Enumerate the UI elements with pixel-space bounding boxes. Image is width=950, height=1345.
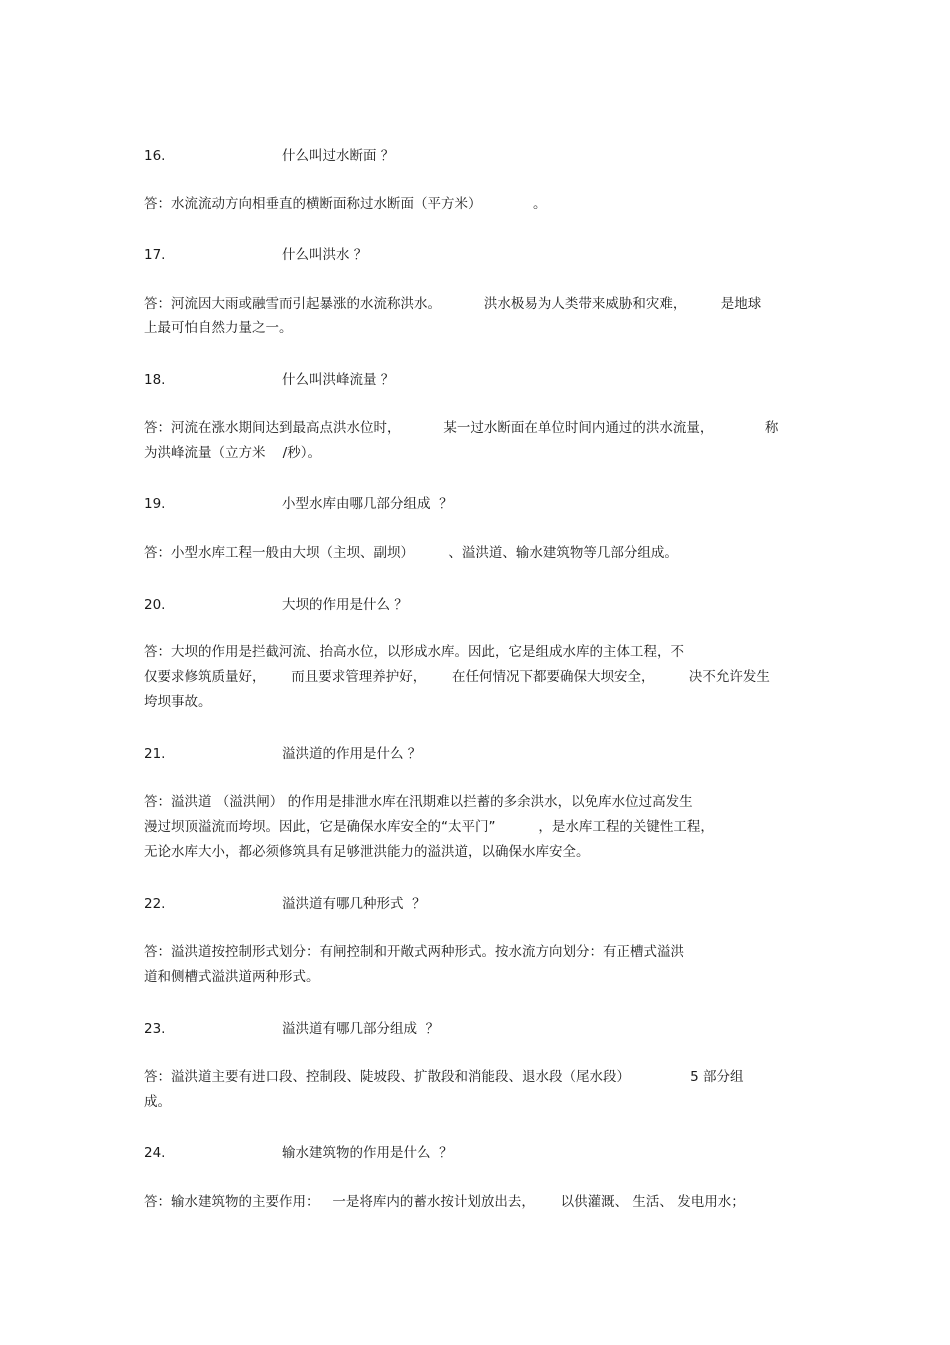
question-number: 23.: [144, 1021, 166, 1037]
question-number: 24.: [144, 1145, 166, 1161]
answer-line: 上最可怕自然力量之一。: [144, 320, 293, 336]
answer-line: 答：小型水库工程一般由大坝（主坝、副坝） 、溢洪道、输水建筑物等几部分组成。: [144, 545, 678, 561]
answer-line: 答：输水建筑物的主要作用： 一是将库内的蓄水按计划放出去， 以供灌溉、 生活、 发电用水；: [144, 1194, 745, 1210]
answer-line: 答：大坝的作用是拦截河流、抬高水位，以形成水库。因此，它是组成水库的主体工程，不: [144, 644, 684, 660]
question-number: 19.: [144, 496, 166, 512]
answer-line: 漫过坝顶溢流而垮坝。因此，它是确保水库安全的“太平门” ，是水库工程的关键性工程，: [144, 819, 714, 835]
answer-line: 答：溢洪道按控制形式划分：有闸控制和开敞式两种形式。按水流方向划分：有正槽式溢洪: [144, 944, 684, 960]
question-number: 21.: [144, 746, 166, 762]
question-text: 什么叫洪水 ？: [282, 247, 368, 263]
answer-line: 垮坝事故。: [144, 694, 212, 710]
question-text: 小型水库由哪几部分组成 ？: [282, 496, 453, 512]
answer-line: 答：水流流动方向相垂直的横断面称过水断面（平方米） 。: [144, 196, 547, 212]
question-number: 20.: [144, 597, 166, 613]
answer-line: 答：河流因大雨或融雪而引起暴涨的水流称洪水。 洪水极易为人类带来威胁和灾难， 是地球: [144, 296, 762, 312]
answer-line: 答：溢洪道 （溢洪闸） 的作用是排泄水库在汛期难以拦蓄的多余洪水，以免库水位过高发生: [144, 794, 693, 810]
question-number: 18.: [144, 372, 166, 388]
question-text: 大坝的作用是什么 ？: [282, 597, 408, 613]
question-text: 溢洪道有哪几种形式 ？: [282, 896, 426, 912]
question-text: 溢洪道的作用是什么 ？: [282, 746, 422, 762]
answer-line: 答：河流在涨水期间达到最高点洪水位时， 某一过水断面在单位时间内通过的洪水流量， 称: [144, 420, 779, 436]
answer-line: 答：溢洪道主要有进口段、控制段、陡坡段、扩散段和消能段、退水段（尾水段） 5 部分组: [144, 1069, 744, 1085]
question-number: 16.: [144, 148, 166, 164]
answer-line: 成。: [144, 1094, 171, 1110]
question-text: 输水建筑物的作用是什么 ？: [282, 1145, 453, 1161]
question-text: 什么叫洪峰流量 ？: [282, 372, 395, 388]
answer-line: 道和侧槽式溢洪道两种形式。: [144, 969, 320, 985]
answer-line: 为洪峰流量（立方米 /秒）。: [144, 445, 321, 461]
question-number: 17.: [144, 247, 166, 263]
question-number: 22.: [144, 896, 166, 912]
answer-line: 无论水库大小，都必须修筑具有足够泄洪能力的溢洪道，以确保水库安全。: [144, 844, 590, 860]
answer-line: 仅要求修筑质量好， 而且要求管理养护好， 在任何情况下都要确保大坝安全， 决不允许发生: [144, 669, 770, 685]
question-text: 什么叫过水断面 ？: [282, 148, 395, 164]
question-text: 溢洪道有哪几部分组成 ？: [282, 1021, 440, 1037]
